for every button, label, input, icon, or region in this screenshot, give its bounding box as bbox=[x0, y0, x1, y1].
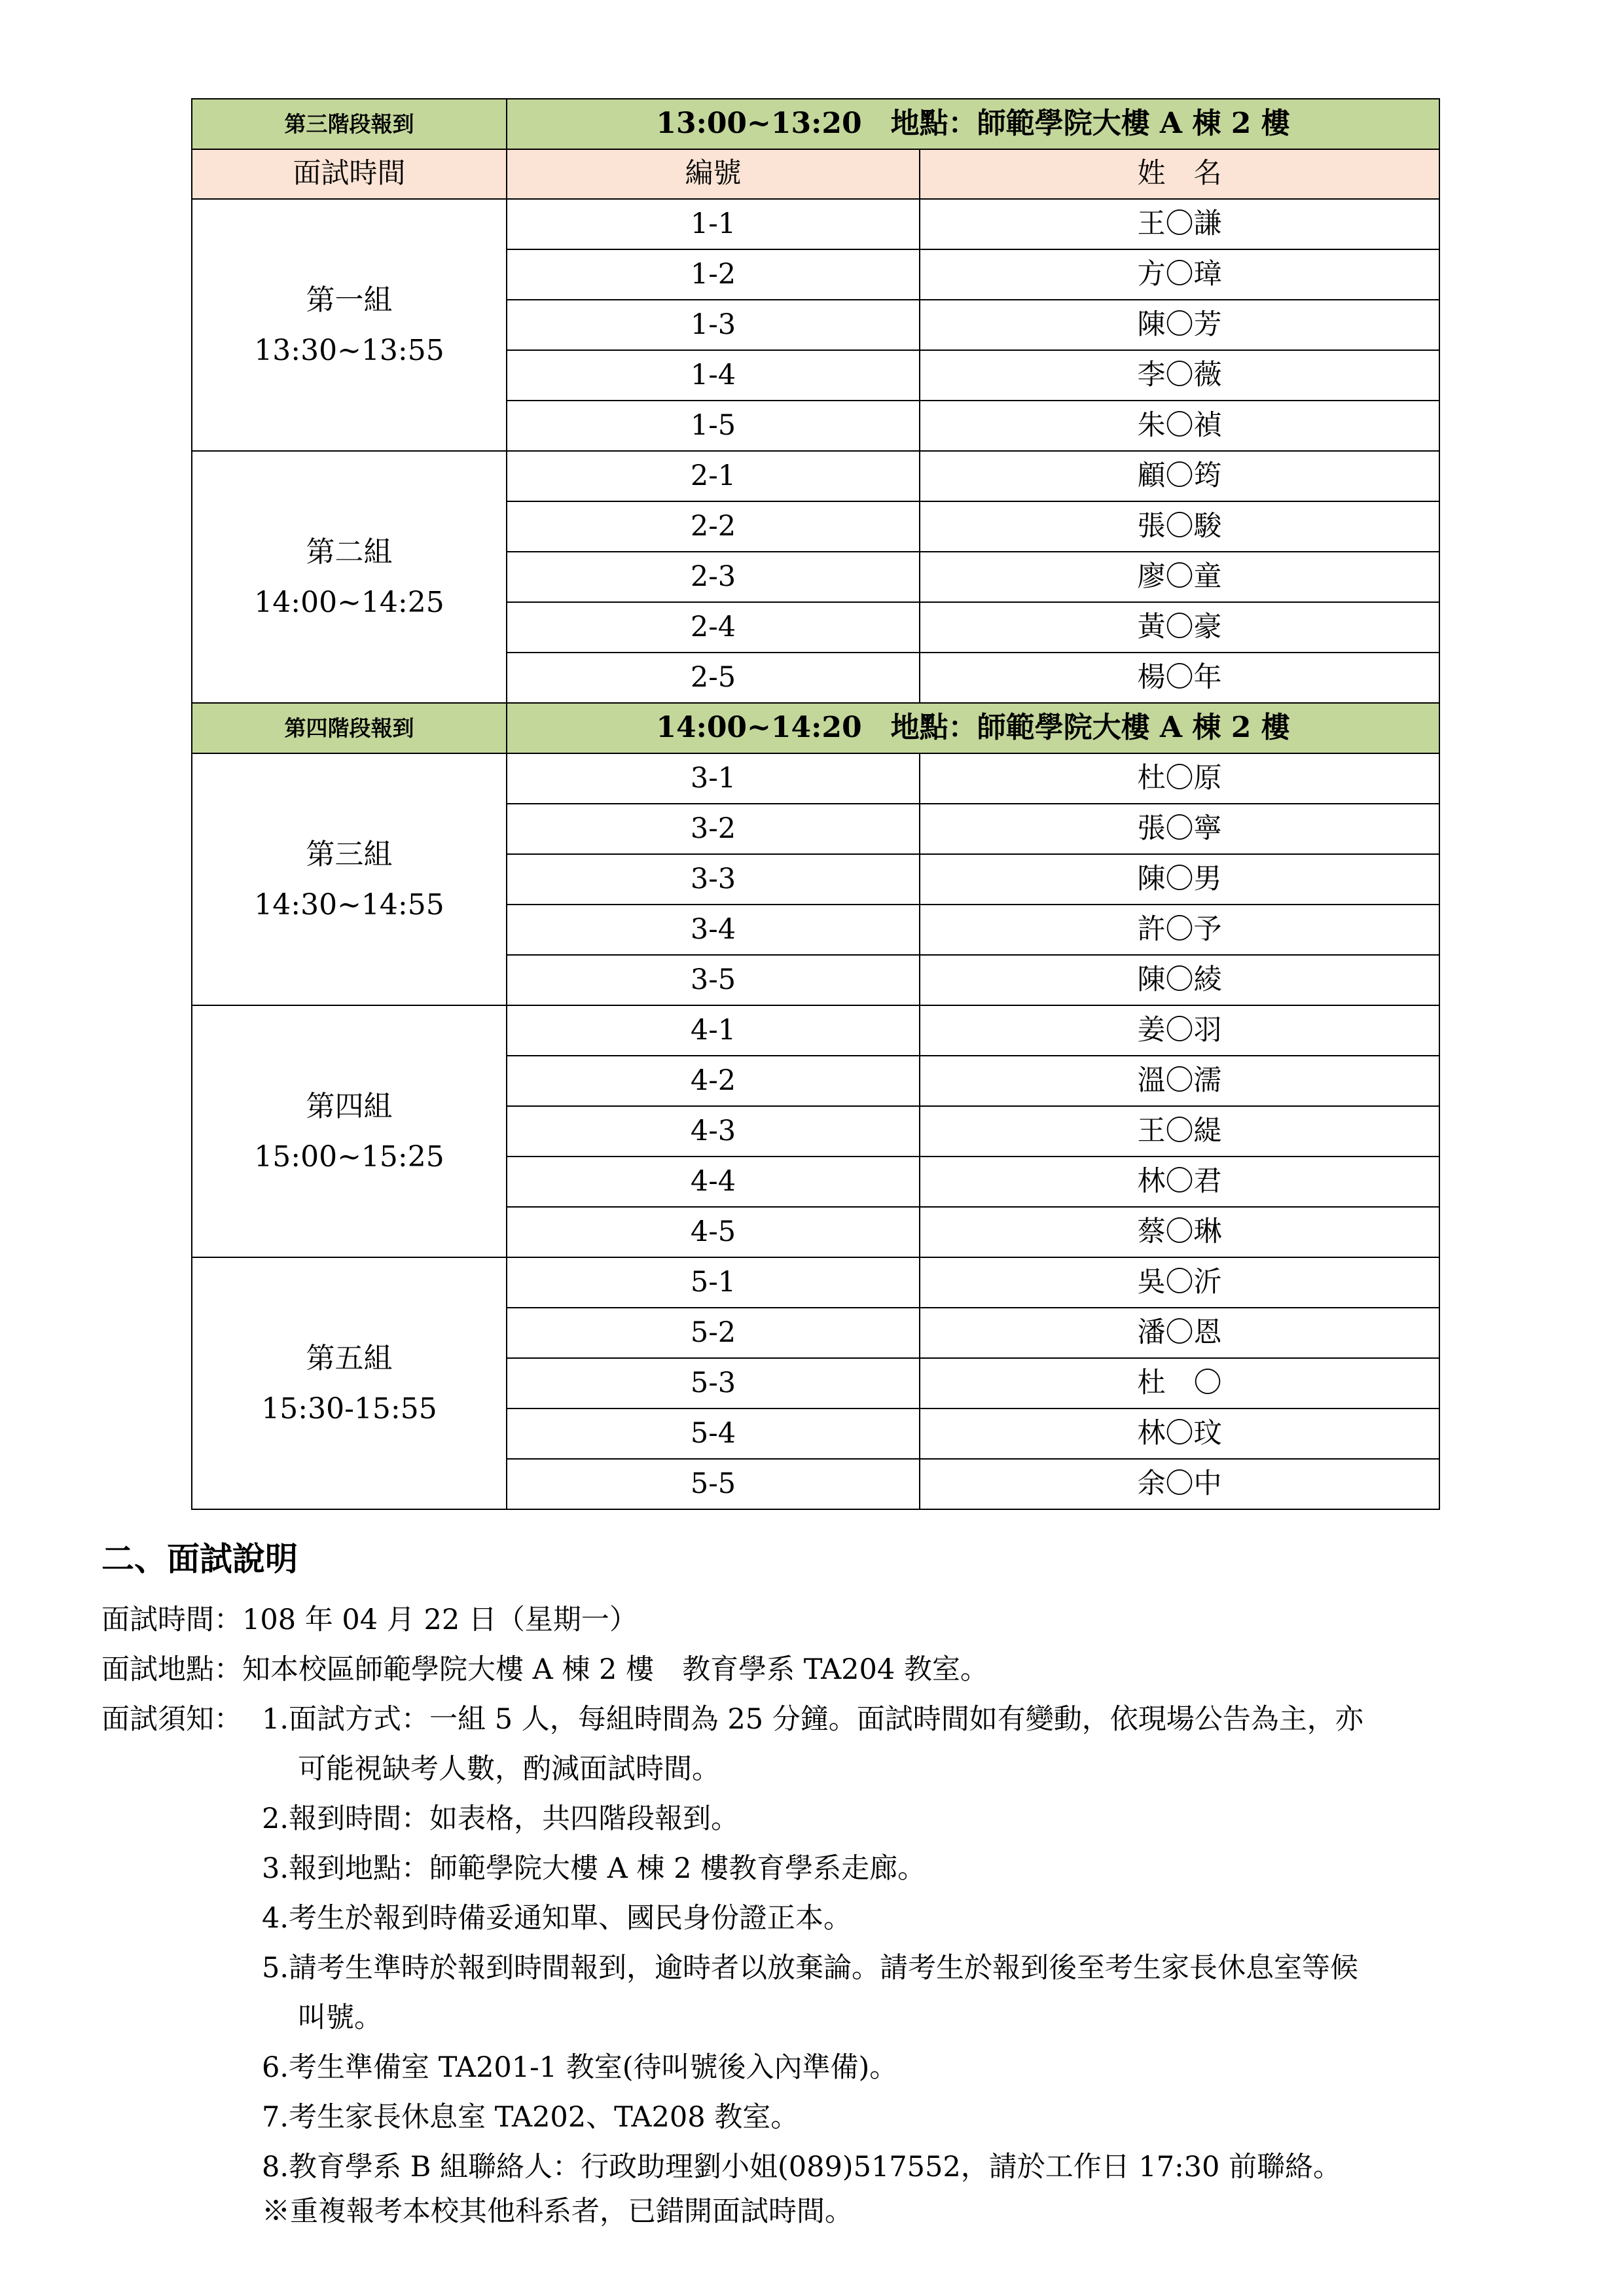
section-title: 二、面試說明 bbox=[101, 1540, 298, 1578]
candidate-name: 杜 〇 bbox=[920, 1358, 1439, 1408]
notice-item bbox=[262, 1893, 1542, 1943]
candidate-number: 4-4 bbox=[507, 1157, 920, 1207]
stage-row bbox=[192, 703, 1439, 753]
notice-item bbox=[262, 2092, 1542, 2142]
candidate-name: 陳〇綾 bbox=[920, 955, 1439, 1005]
table-row bbox=[192, 1005, 1439, 1056]
notice-text: 2.報到時間：如表格，共四階段報到。 bbox=[262, 1803, 740, 1835]
notice-item bbox=[262, 1844, 1542, 1893]
candidate-name: 方〇璋 bbox=[920, 249, 1439, 300]
interview-schedule-table bbox=[191, 98, 1440, 1510]
header-number: 編號 bbox=[507, 149, 920, 199]
notice-item bbox=[262, 2043, 1542, 2092]
candidate-name: 李〇薇 bbox=[920, 350, 1439, 401]
candidate-name: 楊〇年 bbox=[920, 653, 1439, 703]
candidate-name: 溫〇濡 bbox=[920, 1056, 1439, 1106]
group-name: 第五組 bbox=[306, 1341, 393, 1375]
candidate-number: 3-3 bbox=[507, 854, 920, 905]
candidate-name: 林〇玟 bbox=[920, 1408, 1439, 1459]
group-time: 13:30~13:55 bbox=[254, 333, 444, 367]
candidate-number: 5-1 bbox=[507, 1257, 920, 1308]
candidate-number: 5-5 bbox=[507, 1459, 920, 1509]
candidate-number: 4-3 bbox=[507, 1106, 920, 1157]
candidate-name: 姜〇羽 bbox=[920, 1005, 1439, 1056]
table-row bbox=[192, 199, 1439, 249]
candidate-number: 1-3 bbox=[507, 300, 920, 350]
candidate-name: 蔡〇琳 bbox=[920, 1207, 1439, 1257]
candidate-number: 5-3 bbox=[507, 1358, 920, 1408]
table-row bbox=[192, 451, 1439, 501]
notice-text: 6.考生準備室 TA201-1 教室(待叫號後入內準備)。 bbox=[262, 2051, 898, 2084]
stage-row bbox=[192, 99, 1439, 149]
stage-info: 14:00~14:20 地點：師範學院大樓 A 棟 2 樓 bbox=[507, 703, 1439, 753]
notice-continuation: 叫號。 bbox=[298, 2001, 382, 2034]
candidate-number: 1-2 bbox=[507, 249, 920, 300]
candidate-name: 黃〇豪 bbox=[920, 602, 1439, 653]
candidate-name: 王〇謙 bbox=[920, 199, 1439, 249]
header-name: 姓 名 bbox=[920, 149, 1439, 199]
notice-text: 3.報到地點：師範學院大樓 A 棟 2 樓教育學系走廊。 bbox=[262, 1852, 926, 1885]
candidate-name: 張〇駿 bbox=[920, 501, 1439, 552]
candidate-number: 3-4 bbox=[507, 905, 920, 955]
candidate-number: 3-2 bbox=[507, 804, 920, 854]
interview-time-line: 面試時間：108 年 04 月 22 日（星期一） bbox=[101, 1604, 638, 1636]
group-name: 第二組 bbox=[306, 535, 393, 569]
candidate-number: 2-3 bbox=[507, 552, 920, 602]
candidate-number: 4-5 bbox=[507, 1207, 920, 1257]
candidate-name: 余〇中 bbox=[920, 1459, 1439, 1509]
candidate-name: 廖〇童 bbox=[920, 552, 1439, 602]
notice-list bbox=[262, 1695, 1542, 2192]
group-time: 15:30-15:55 bbox=[261, 1391, 437, 1426]
candidate-number: 3-1 bbox=[507, 753, 920, 804]
stage-label: 第三階段報到 bbox=[192, 99, 507, 149]
candidate-number: 1-1 bbox=[507, 199, 920, 249]
notice-continuation: 可能視缺考人數，酌減面試時間。 bbox=[298, 1753, 720, 1785]
schedule-body bbox=[192, 99, 1439, 1509]
table-row bbox=[192, 753, 1439, 804]
candidate-name: 陳〇男 bbox=[920, 854, 1439, 905]
notice-item bbox=[262, 1794, 1542, 1844]
candidate-name: 顧〇筠 bbox=[920, 451, 1439, 501]
notice-item bbox=[262, 1943, 1542, 2043]
group-cell bbox=[192, 1257, 507, 1509]
candidate-name: 吳〇沂 bbox=[920, 1257, 1439, 1308]
group-cell bbox=[192, 199, 507, 451]
stage-label: 第四階段報到 bbox=[192, 703, 507, 753]
candidate-number: 2-2 bbox=[507, 501, 920, 552]
candidate-name: 許〇予 bbox=[920, 905, 1439, 955]
table-header-row bbox=[192, 149, 1439, 199]
candidate-name: 潘〇恩 bbox=[920, 1308, 1439, 1358]
table-row bbox=[192, 1257, 1439, 1308]
candidate-name: 林〇君 bbox=[920, 1157, 1439, 1207]
interview-place-line: 面試地點：知本校區師範學院大樓 A 棟 2 樓 教育學系 TA204 教室。 bbox=[101, 1653, 988, 1686]
group-time: 15:00~15:25 bbox=[254, 1139, 444, 1174]
group-cell bbox=[192, 451, 507, 703]
notice-text: 8.教育學系 B 組聯絡人：行政助理劉小姐(089)517552，請於工作日 17:30 前聯絡。 bbox=[262, 2151, 1341, 2183]
candidate-number: 1-5 bbox=[507, 401, 920, 451]
candidate-number: 4-2 bbox=[507, 1056, 920, 1106]
candidate-name: 張〇寧 bbox=[920, 804, 1439, 854]
group-time: 14:00~14:25 bbox=[254, 585, 444, 619]
notice-item bbox=[262, 2142, 1542, 2192]
group-name: 第四組 bbox=[306, 1089, 393, 1123]
candidate-number: 3-5 bbox=[507, 955, 920, 1005]
notice-label: 面試須知： bbox=[101, 1703, 242, 1736]
candidate-name: 杜〇原 bbox=[920, 753, 1439, 804]
candidate-name: 陳〇芳 bbox=[920, 300, 1439, 350]
group-cell bbox=[192, 753, 507, 1005]
candidate-number: 2-5 bbox=[507, 653, 920, 703]
notice-text: 1.面試方式：一組 5 人，每組時間為 25 分鐘。面試時間如有變動，依現場公告為主，亦 bbox=[262, 1703, 1363, 1736]
interview-notes bbox=[101, 1538, 1542, 2231]
notice-text: 7.考生家長休息室 TA202、TA208 教室。 bbox=[262, 2101, 799, 2134]
header-time: 面試時間 bbox=[192, 149, 507, 199]
group-name: 第一組 bbox=[306, 283, 393, 317]
candidate-number: 5-4 bbox=[507, 1408, 920, 1459]
candidate-number: 5-2 bbox=[507, 1308, 920, 1358]
stage-info: 13:00~13:20 地點：師範學院大樓 A 棟 2 樓 bbox=[507, 99, 1439, 149]
candidate-number: 2-4 bbox=[507, 602, 920, 653]
candidate-name: 朱〇禎 bbox=[920, 401, 1439, 451]
notice-block bbox=[101, 1695, 1542, 2192]
notice-text: 5.請考生準時於報到時間報到，逾時者以放棄論。請考生於報到後至考生家長休息室等候 bbox=[262, 1952, 1359, 1984]
group-cell bbox=[192, 1005, 507, 1257]
notice-text: 4.考生於報到時備妥通知單、國民身份證正本。 bbox=[262, 1902, 852, 1935]
remark-note: ※重複報考本校其他科系者，已錯開面試時間。 bbox=[262, 2195, 853, 2228]
candidate-number: 1-4 bbox=[507, 350, 920, 401]
notice-item bbox=[262, 1695, 1542, 1794]
candidate-number: 4-1 bbox=[507, 1005, 920, 1056]
candidate-name: 王〇緹 bbox=[920, 1106, 1439, 1157]
group-time: 14:30~14:55 bbox=[254, 888, 444, 922]
group-name: 第三組 bbox=[306, 837, 393, 871]
candidate-number: 2-1 bbox=[507, 451, 920, 501]
